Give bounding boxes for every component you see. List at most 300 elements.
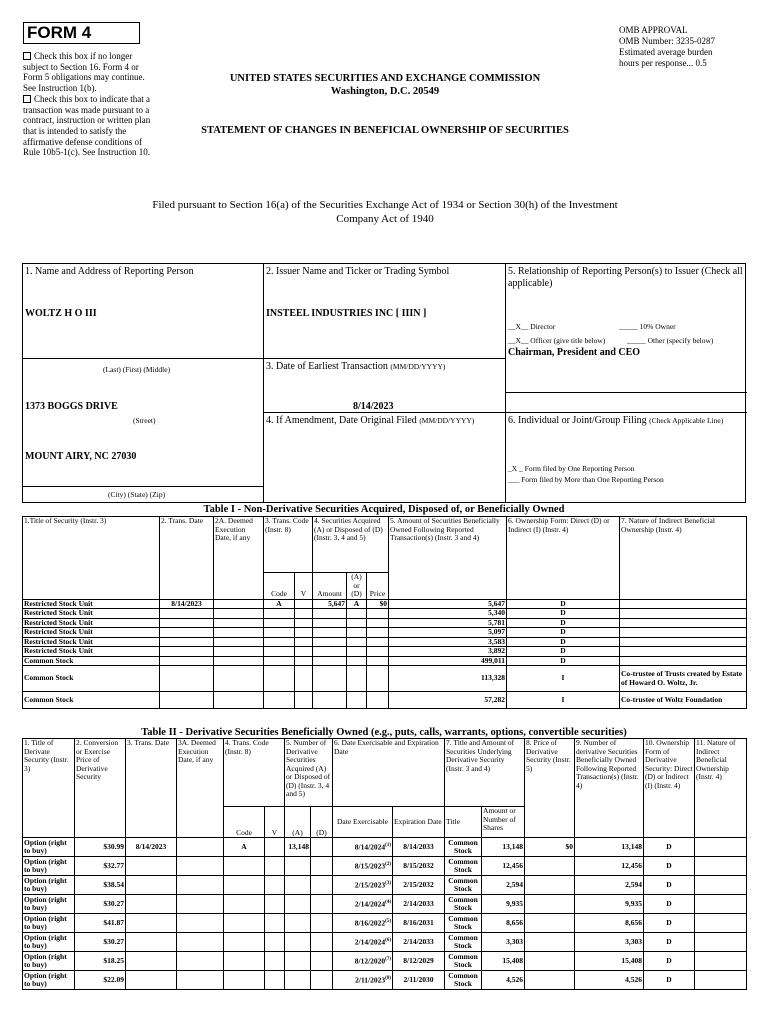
t1-owned-following: 5,781: [389, 618, 507, 628]
t2-conversion-price: $22.09: [75, 971, 126, 990]
t1-price: [367, 666, 389, 692]
t1-deemed-date: [214, 628, 264, 638]
owner-line: _____ 10% Owner: [619, 322, 676, 331]
t1-trans-code: [264, 609, 295, 619]
t1-v: [295, 666, 313, 692]
officer-title: Chairman, President and CEO: [508, 347, 641, 358]
t2-nature: [695, 952, 747, 971]
t1-h-acquired: 4. Securities Acquired (A) or Disposed of (D) (Instr. 3, 4 and 5): [313, 517, 389, 573]
t1-nature: [620, 656, 747, 666]
t2-sub-exercisable: Date Exercisable: [333, 807, 393, 838]
t2-underlying-shares: 15,408: [482, 952, 525, 971]
t2-ownership-form: D: [644, 933, 695, 952]
t1-trans-code: [264, 637, 295, 647]
box6-label-note: (Check Applicable Line): [649, 416, 724, 425]
t1-owned-following: 499,011: [389, 656, 507, 666]
t2-security-title: Option (right to buy): [23, 876, 75, 895]
t1-a-or-d: [347, 647, 367, 657]
t2-exercisable-date: 2/14/2024: [354, 899, 386, 909]
t2-ownership-form: D: [644, 895, 695, 914]
t2-trans-code: [224, 914, 265, 933]
t1-h-nature: 7. Nature of Indirect Beneficial Ownership (Instr. 4): [620, 517, 747, 600]
t2-exercisable-date: 2/15/2023: [354, 880, 386, 890]
t2-sub-shares: Amount or Number of Shares: [482, 807, 525, 838]
t1-a-or-d: [347, 618, 367, 628]
t2-security-title: Option (right to buy): [23, 971, 75, 990]
t1-ownership-form: D: [507, 618, 620, 628]
t1-v: [295, 618, 313, 628]
t1-trans-code: [264, 666, 295, 692]
t2-h-underlying: 7. Title and Amount of Securities Underlying Derivative Security (Instr. 3 and 4): [445, 739, 525, 807]
t1-deemed-date: [214, 666, 264, 692]
reporting-person-street: 1373 BOGGS DRIVE: [25, 401, 118, 412]
t1-amount: [313, 647, 347, 657]
t1-trans-date: [160, 618, 214, 628]
t2-trans-date: [126, 933, 177, 952]
t2-expiration-date: 2/14/2033: [393, 933, 445, 952]
other-line: _____ Other (specify below): [627, 336, 714, 345]
t1-nature: [620, 599, 747, 609]
t2-h-conversion: 2. Conversion or Exercise Price of Derivative Security: [75, 739, 126, 838]
t1-ownership-form: D: [507, 637, 620, 647]
t2-nature: [695, 876, 747, 895]
t2-h-price: 8. Price of Derivative Security (Instr. 5): [525, 739, 575, 838]
t2-ownership-form: D: [644, 914, 695, 933]
table1-row: [23, 692, 747, 709]
t2-ownership-form: D: [644, 971, 695, 990]
t2-ownership-form: D: [644, 857, 695, 876]
t2-underlying-shares: 12,456: [482, 857, 525, 876]
t2-deemed-date: [177, 933, 224, 952]
table2-header-row: [23, 739, 747, 807]
t1-trans-date: [160, 609, 214, 619]
t2-underlying-title: Common Stock: [445, 895, 482, 914]
t1-security-title: Restricted Stock Unit: [23, 637, 160, 647]
t2-acquired: [285, 876, 311, 895]
omb-line: hours per response... 0.5: [619, 58, 707, 68]
t2-ownership-form: D: [644, 838, 695, 857]
t1-owned-following: 57,282: [389, 692, 507, 709]
table2-row: [23, 933, 747, 952]
t2-disposed: [311, 952, 333, 971]
t2-deemed-date: [177, 971, 224, 990]
filed-pursuant: Filed pursuant to Section 16(a) of the Securities Exchange Act of 1934 or Section 30(h) of the Investment Company Act of 1940: [152, 199, 618, 225]
t2-date-exercisable: [333, 914, 393, 933]
t1-sub-aord: (A) or (D): [347, 573, 367, 600]
t1-amount: [313, 666, 347, 692]
t2-trans-date: [126, 952, 177, 971]
t1-trans-date: [160, 637, 214, 647]
omb-approval: [619, 25, 715, 69]
t2-underlying-shares: 2,594: [482, 876, 525, 895]
t2-conversion-price: $18.25: [75, 952, 126, 971]
t2-v: [265, 876, 285, 895]
t1-trans-code: [264, 618, 295, 628]
t1-a-or-d: [347, 692, 367, 709]
table2-row: [23, 857, 747, 876]
t2-ownership-form: D: [644, 952, 695, 971]
t2-exercisable-date: 8/14/2024: [354, 842, 386, 852]
t1-a-or-d: [347, 628, 367, 638]
t1-security-title: Common Stock: [23, 656, 160, 666]
t2-nature: [695, 971, 747, 990]
t1-ownership-form: I: [507, 666, 620, 692]
t1-security-title: Common Stock: [23, 666, 160, 692]
t2-disposed: [311, 895, 333, 914]
t2-acquired: [285, 952, 311, 971]
t2-h-title: 1. Title of Derivate Security (Instr. 3): [23, 739, 75, 838]
t2-underlying-title: Common Stock: [445, 876, 482, 895]
filing-option-one: _X _ Form filed by One Reporting Person: [508, 464, 635, 473]
t1-h-date: 2. Trans. Date: [160, 517, 214, 600]
t1-trans-code: A: [264, 599, 295, 609]
t2-owned-following: 3,303: [575, 933, 644, 952]
box2-label: 2. Issuer Name and Ticker or Trading Symbol: [266, 266, 450, 277]
t1-h-form: 6. Ownership Form: Direct (D) or Indirect (I) (Instr. 4): [507, 517, 620, 600]
table2-row: [23, 895, 747, 914]
t1-amount: [313, 628, 347, 638]
t2-security-title: Option (right to buy): [23, 933, 75, 952]
t2-exercisable-date: 8/16/2022: [354, 918, 386, 928]
t1-nature: [620, 647, 747, 657]
t1-v: [295, 609, 313, 619]
t2-footnote-ref: (3): [385, 881, 391, 886]
table1-row: [23, 637, 747, 647]
t2-exercisable-date: 2/11/2023: [355, 975, 386, 985]
t1-trans-date: 8/14/2023: [160, 599, 214, 609]
t1-amount: 5,647: [313, 599, 347, 609]
t2-date-exercisable: [333, 895, 393, 914]
t2-h-deemed: 3A. Deemed Execution Date, if any: [177, 739, 224, 838]
t1-trans-code: [264, 647, 295, 657]
table1-title: Table I - Non-Derivative Securities Acquired, Disposed of, or Beneficially Owned: [203, 504, 565, 515]
t2-expiration-date: 2/14/2033: [393, 895, 445, 914]
table2-row: [23, 914, 747, 933]
table2-row: [23, 971, 747, 990]
t1-price: [367, 609, 389, 619]
table1-row: [23, 647, 747, 657]
earliest-transaction-date: 8/14/2023: [353, 401, 394, 412]
t2-nature: [695, 857, 747, 876]
t1-ownership-form: I: [507, 692, 620, 709]
reporting-person-city: MOUNT AIRY, NC 27030: [25, 451, 137, 462]
t1-nature: Co-trustee of Trusts created by Estate of Howard O. Woltz, Jr.: [620, 666, 747, 692]
t1-sub-price: Price: [367, 573, 389, 600]
t2-owned-following: 2,594: [575, 876, 644, 895]
t2-expiration-date: 8/14/2033: [393, 838, 445, 857]
t2-v: [265, 895, 285, 914]
t2-v: [265, 914, 285, 933]
t1-nature: [620, 637, 747, 647]
t1-trans-date: [160, 647, 214, 657]
t1-ownership-form: D: [507, 656, 620, 666]
t1-v: [295, 692, 313, 709]
t1-trans-code: [264, 628, 295, 638]
t2-trans-code: [224, 952, 265, 971]
t2-disposed: [311, 914, 333, 933]
t1-deemed-date: [214, 618, 264, 628]
t1-amount: [313, 609, 347, 619]
table1-header-row: [23, 517, 747, 573]
t2-h-nature: 11. Nature of Indirect Beneficial Ownership (Instr. 4): [695, 739, 747, 838]
t1-v: [295, 656, 313, 666]
t1-owned-following: 3,583: [389, 637, 507, 647]
table2-row: [23, 952, 747, 971]
t1-deemed-date: [214, 637, 264, 647]
t1-a-or-d: [347, 609, 367, 619]
t2-conversion-price: $41.87: [75, 914, 126, 933]
t1-v: [295, 647, 313, 657]
box4-label-format: (MM/DD/YYYY): [419, 416, 475, 425]
t1-deemed-date: [214, 609, 264, 619]
box4-label-text: 4. If Amendment, Date Original Filed: [266, 415, 417, 426]
t1-security-title: Restricted Stock Unit: [23, 618, 160, 628]
t1-v: [295, 628, 313, 638]
t2-footnote-ref: (7): [385, 957, 391, 962]
t2-underlying-shares: 3,303: [482, 933, 525, 952]
t2-trans-date: [126, 914, 177, 933]
t2-expiration-date: 8/12/2029: [393, 952, 445, 971]
t2-disposed: [311, 933, 333, 952]
t2-footnote-ref: (2): [385, 862, 391, 867]
checkbox-10b5-1[interactable]: [23, 95, 31, 103]
t2-trans-code: A: [224, 838, 265, 857]
t2-h-date: 3. Trans. Date: [126, 739, 177, 838]
t2-footnote-ref: (8): [385, 976, 391, 981]
t1-nature: [620, 628, 747, 638]
box6-label: [508, 415, 743, 427]
t2-owned-following: 4,526: [575, 971, 644, 990]
omb-line: OMB Number: 3235-0287: [619, 36, 715, 46]
t2-acquired: [285, 857, 311, 876]
t2-date-exercisable: [333, 838, 393, 857]
t2-deemed-date: [177, 838, 224, 857]
table1-row: [23, 618, 747, 628]
t2-v: [265, 971, 285, 990]
table2-row: [23, 876, 747, 895]
t2-deemed-date: [177, 876, 224, 895]
t1-amount: [313, 656, 347, 666]
agency-name: UNITED STATES SECURITIES AND EXCHANGE COMMISSION: [229, 73, 541, 84]
table2-row: [23, 838, 747, 857]
t2-owned-following: 15,408: [575, 952, 644, 971]
t2-sub-v: V: [265, 807, 285, 838]
t2-deemed-date: [177, 952, 224, 971]
omb-line: OMB APPROVAL: [619, 25, 688, 35]
t1-price: [367, 656, 389, 666]
check-no-longer-subject-label: Check this box if no longer subject to Section 16. Form 4 or Form 5 obligations may continue. See Instruction 1(b).: [23, 51, 145, 94]
box6-label-text: 6. Individual or Joint/Group Filing: [508, 415, 647, 426]
t2-security-title: Option (right to buy): [23, 914, 75, 933]
t2-security-title: Option (right to buy): [23, 838, 75, 857]
t2-security-title: Option (right to buy): [23, 952, 75, 971]
t1-h-title: 1.Title of Security (Instr. 3): [23, 517, 160, 600]
t2-sub-a: (A): [285, 807, 311, 838]
t1-price: [367, 692, 389, 709]
t1-nature: Co-trustee of Woltz Foundation: [620, 692, 747, 709]
t2-derivative-price: [525, 857, 575, 876]
t2-ownership-form: D: [644, 876, 695, 895]
officer-line: __X__ Officer (give title below): [508, 336, 606, 345]
t2-trans-code: [224, 933, 265, 952]
t2-footnote-ref: (5): [385, 919, 391, 924]
t2-acquired: [285, 895, 311, 914]
agency-city: Washington, D.C. 20549: [330, 86, 440, 97]
t2-date-exercisable: [333, 952, 393, 971]
t2-v: [265, 933, 285, 952]
statement-heading: STATEMENT OF CHANGES IN BENEFICIAL OWNERSHIP OF SECURITIES: [201, 125, 569, 136]
t2-date-exercisable: [333, 971, 393, 990]
city-caption: (City) (State) (Zip): [108, 490, 166, 499]
t2-trans-date: [126, 895, 177, 914]
t2-sub-utitle: Title: [445, 807, 482, 838]
t2-exercisable-date: 8/15/2023: [354, 861, 386, 871]
t2-expiration-date: 2/15/2032: [393, 876, 445, 895]
t2-disposed: [311, 876, 333, 895]
t2-disposed: [311, 838, 333, 857]
t2-v: [265, 857, 285, 876]
t2-h-code: 4. Trans. Code (Instr. 8): [224, 739, 285, 807]
t2-sub-d: (D): [311, 807, 333, 838]
t2-deemed-date: [177, 857, 224, 876]
t2-security-title: Option (right to buy): [23, 857, 75, 876]
t1-nature: [620, 609, 747, 619]
t1-a-or-d: A: [347, 599, 367, 609]
t2-underlying-shares: 8,656: [482, 914, 525, 933]
t2-owned-following: 12,456: [575, 857, 644, 876]
t2-footnote-ref: (1): [385, 843, 391, 848]
t2-footnote-ref: (4): [385, 900, 391, 905]
t2-underlying-title: Common Stock: [445, 933, 482, 952]
t2-expiration-date: 2/11/2030: [393, 971, 445, 990]
issuer-name: INSTEEL INDUSTRIES INC [ IIIN ]: [266, 308, 427, 319]
form-checkboxes: [23, 51, 151, 158]
t2-deemed-date: [177, 895, 224, 914]
table1-row: [23, 599, 747, 609]
box3-label-text: 3. Date of Earliest Transaction: [266, 361, 388, 372]
t1-trans-date: [160, 656, 214, 666]
t2-trans-code: [224, 876, 265, 895]
t1-nature: [620, 618, 747, 628]
t2-security-title: Option (right to buy): [23, 895, 75, 914]
t1-trans-date: [160, 666, 214, 692]
t2-h-owned: 9. Number of derivative Securities Beneficially Owned Following Reported Transaction(s) (Instr. 4): [575, 739, 644, 838]
t2-date-exercisable: [333, 876, 393, 895]
t2-owned-following: 13,148: [575, 838, 644, 857]
table1: [22, 516, 747, 709]
t2-acquired: [285, 933, 311, 952]
t1-owned-following: 3,892: [389, 647, 507, 657]
t1-security-title: Restricted Stock Unit: [23, 647, 160, 657]
filing-option-more: ___ Form filed by More than One Reporting Person: [508, 475, 664, 484]
t1-ownership-form: D: [507, 609, 620, 619]
t2-derivative-price: [525, 914, 575, 933]
reporting-person-name: WOLTZ H O III: [25, 308, 97, 319]
box1-label: 1. Name and Address of Reporting Person: [25, 266, 194, 277]
t1-security-title: Restricted Stock Unit: [23, 609, 160, 619]
check-no-longer-subject: [23, 51, 151, 94]
t2-h-exercisable: 6. Date Exercisable and Expiration Date: [333, 739, 445, 807]
t1-ownership-form: D: [507, 647, 620, 657]
t1-ownership-form: D: [507, 628, 620, 638]
t1-deemed-date: [214, 599, 264, 609]
t2-trans-code: [224, 895, 265, 914]
t2-expiration-date: 8/16/2031: [393, 914, 445, 933]
t2-v: [265, 952, 285, 971]
t1-price: [367, 618, 389, 628]
t2-conversion-price: $32.77: [75, 857, 126, 876]
box5-label: 5. Relationship of Reporting Person(s) to Issuer (Check all applicable): [508, 266, 743, 289]
t1-h-owned: 5. Amount of Securities Beneficially Owned Following Reported Transaction(s) (Instr. 3 and 4): [389, 517, 507, 600]
t1-sub-code: Code: [264, 573, 295, 600]
t2-h-form: 10. Ownership Form of Derivative Security: Direct (D) or Indirect (I) (Instr. 4): [644, 739, 695, 838]
table2-body: [23, 838, 747, 990]
name-caption: (Last) (First) (Middle): [103, 365, 171, 374]
t1-owned-following: 113,328: [389, 666, 507, 692]
t1-security-title: Common Stock: [23, 692, 160, 709]
t1-v: [295, 637, 313, 647]
t2-trans-date: [126, 857, 177, 876]
t2-acquired: 13,148: [285, 838, 311, 857]
form-title: FORM 4: [23, 22, 140, 44]
t2-exercisable-date: 8/12/2020: [354, 956, 386, 966]
t1-sub-amount: Amount: [313, 573, 347, 600]
t2-h-number: 5. Number of Derivative Securities Acquired (A) or Disposed of (D) (Instr. 3, 4 and 5): [285, 739, 333, 807]
t1-owned-following: 5,340: [389, 609, 507, 619]
street-caption: (Street): [133, 416, 156, 425]
t2-acquired: [285, 971, 311, 990]
table2: [22, 738, 747, 990]
check-10b5-1-label: Check this box to indicate that a transaction was made pursuant to a contract, instruction or written plan that is intended to satisfy the affirmative defense conditions of Rule 10b5-1(c). See Instruction 10.: [23, 93, 151, 158]
t1-sub-v: V: [295, 573, 313, 600]
t2-trans-date: [126, 971, 177, 990]
agency-heading: [160, 72, 610, 98]
t2-nature: [695, 838, 747, 857]
t2-disposed: [311, 971, 333, 990]
t2-derivative-price: [525, 933, 575, 952]
t1-deemed-date: [214, 656, 264, 666]
t2-underlying-shares: 4,526: [482, 971, 525, 990]
table1-row: [23, 628, 747, 638]
t2-underlying-title: Common Stock: [445, 914, 482, 933]
t1-trans-date: [160, 628, 214, 638]
t1-a-or-d: [347, 656, 367, 666]
t2-conversion-price: $30.99: [75, 838, 126, 857]
t1-price: [367, 647, 389, 657]
t1-ownership-form: D: [507, 599, 620, 609]
t1-owned-following: 5,647: [389, 599, 507, 609]
t1-amount: [313, 618, 347, 628]
t2-underlying-shares: 13,148: [482, 838, 525, 857]
check-10b5-1: [23, 94, 151, 158]
t2-nature: [695, 914, 747, 933]
t1-price: $0: [367, 599, 389, 609]
t2-footnote-ref: (6): [385, 938, 391, 943]
t1-trans-date: [160, 692, 214, 709]
t2-underlying-title: Common Stock: [445, 857, 482, 876]
t1-price: [367, 628, 389, 638]
t2-underlying-title: Common Stock: [445, 838, 482, 857]
t2-derivative-price: $0: [525, 838, 575, 857]
t2-acquired: [285, 914, 311, 933]
t2-derivative-price: [525, 971, 575, 990]
t1-h-deemed: 2A. Deemed Execution Date, if any: [214, 517, 264, 600]
director-line: __X__ Director: [508, 322, 556, 331]
t2-conversion-price: $38.54: [75, 876, 126, 895]
t1-amount: [313, 692, 347, 709]
checkbox-no-longer-subject[interactable]: [23, 52, 31, 60]
t2-disposed: [311, 857, 333, 876]
